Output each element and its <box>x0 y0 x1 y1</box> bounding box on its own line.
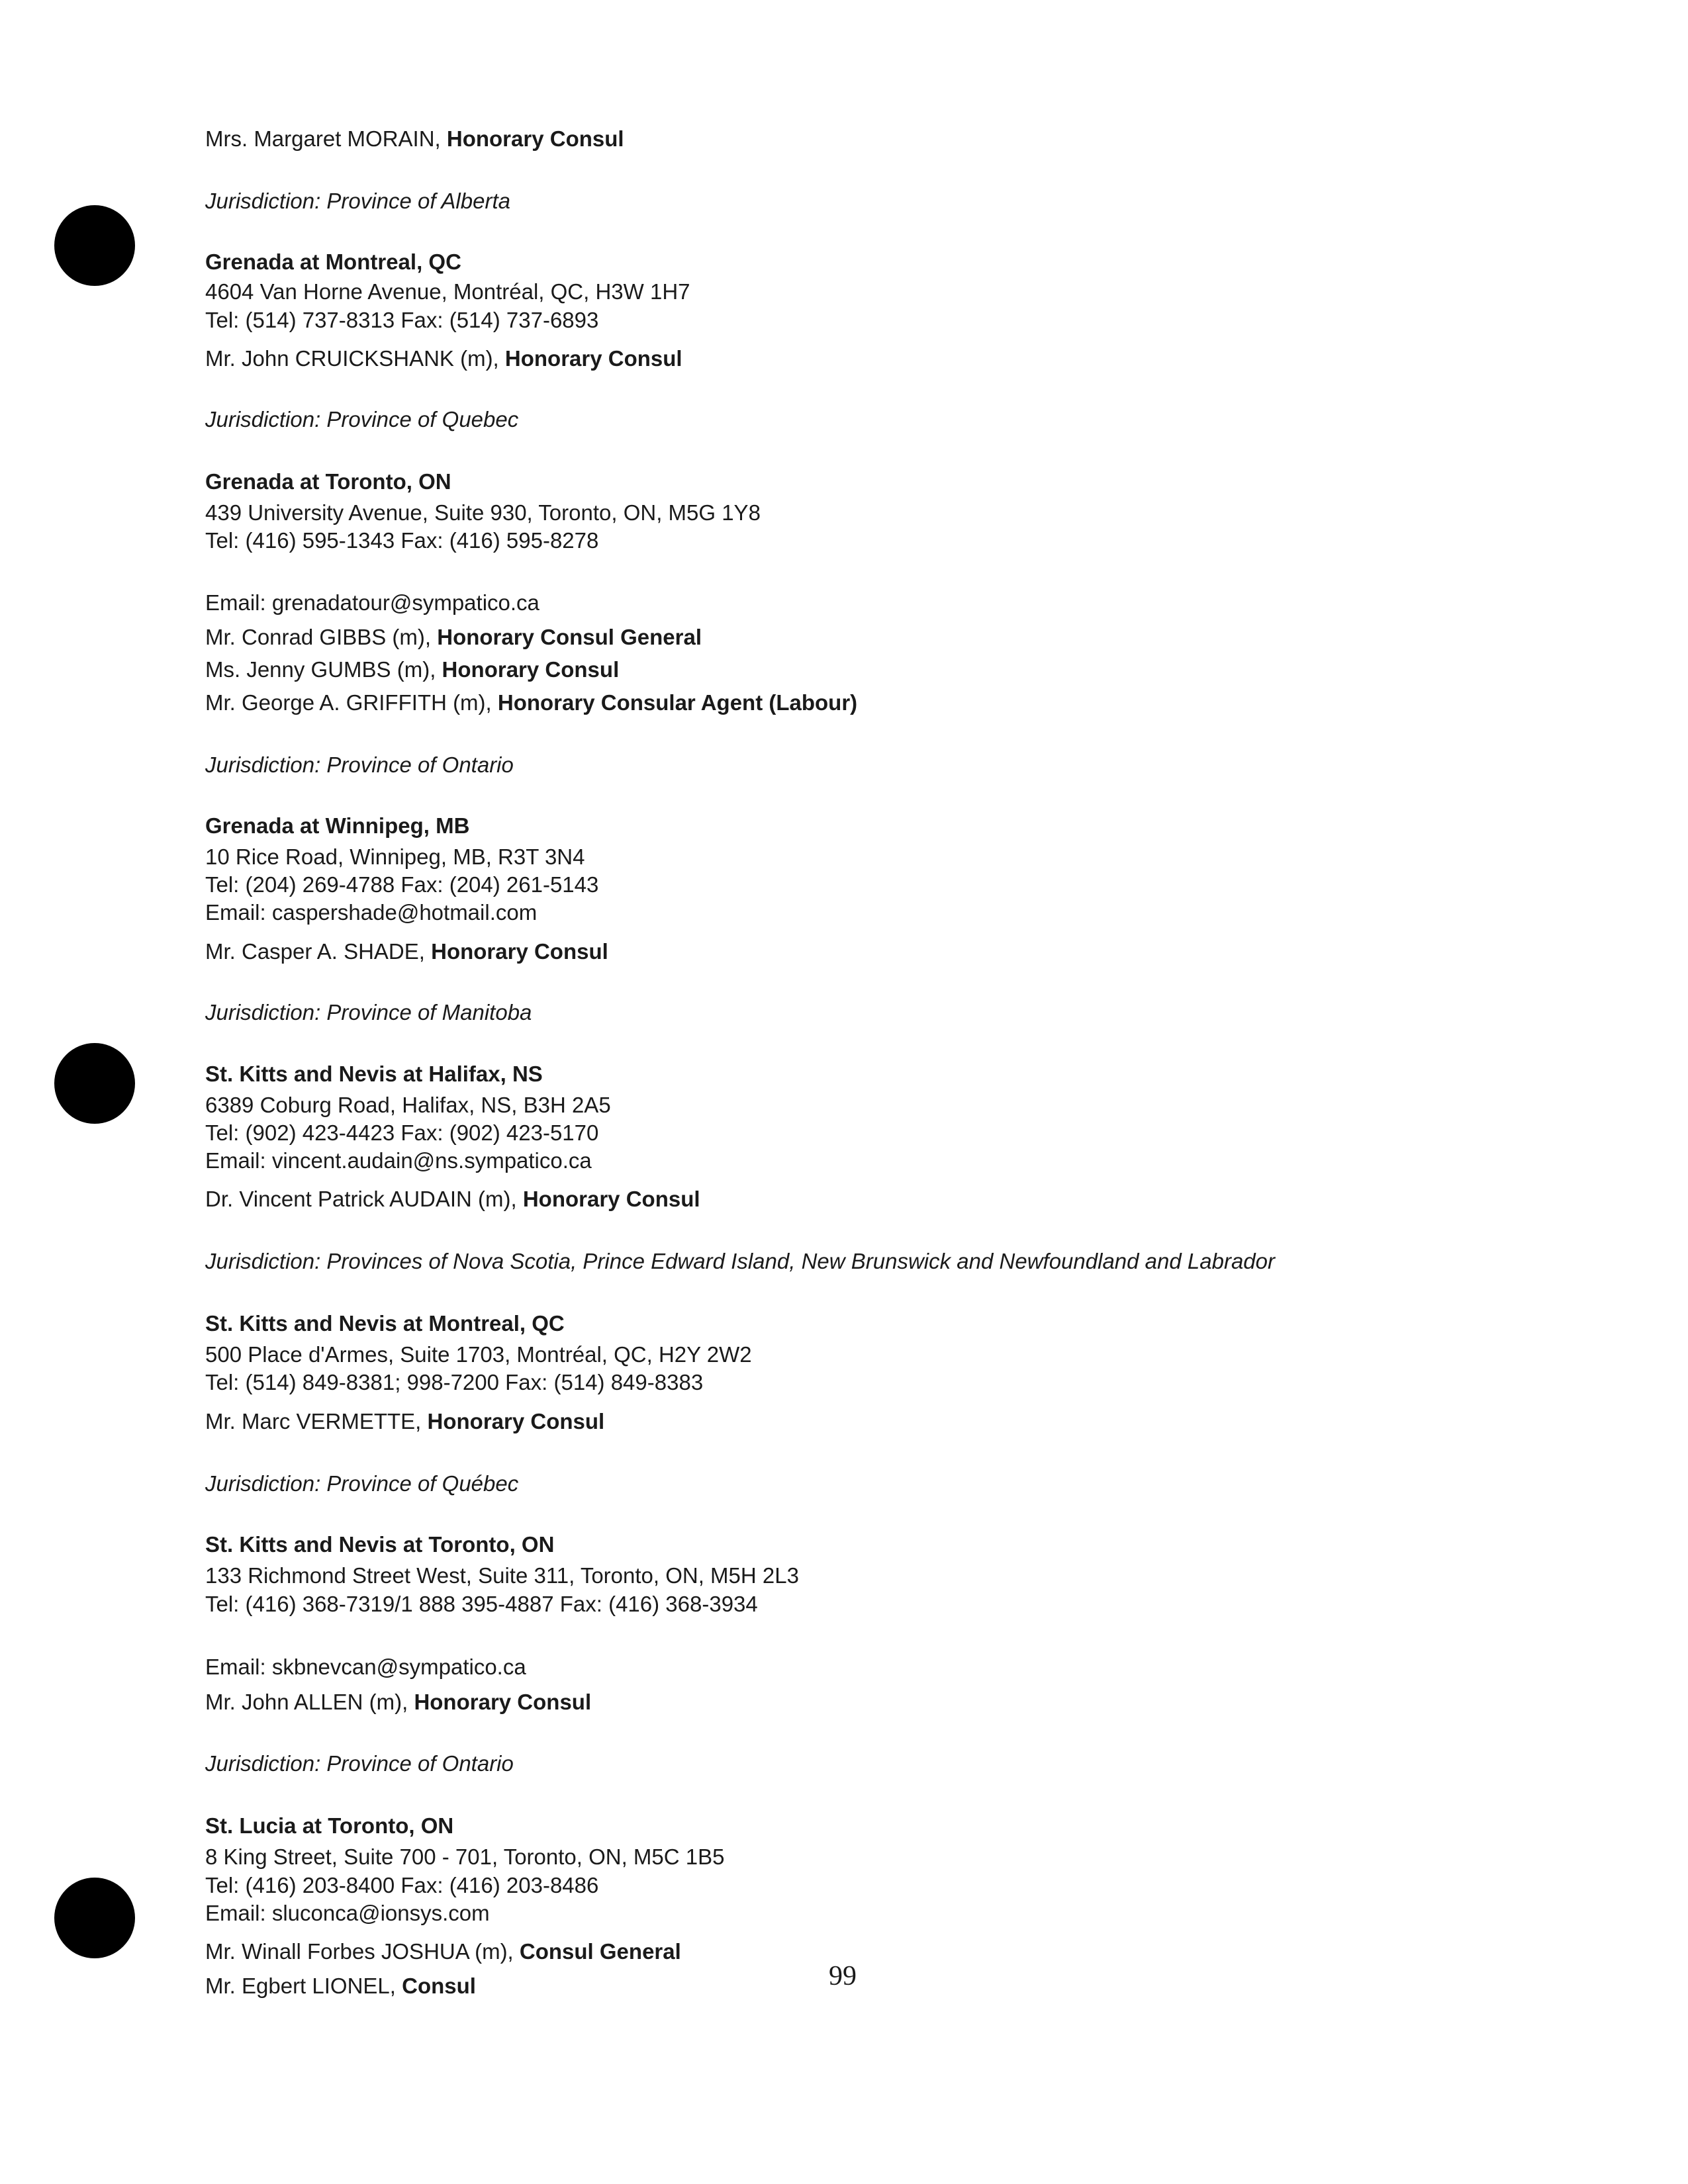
heading-grenada-winnipeg: Grenada at Winnipeg, MB <box>205 813 470 838</box>
phone-line: Tel: (416) 203-8400 Fax: (416) 203-8486 <box>205 1873 599 1897</box>
person-title: Honorary Consul <box>504 346 682 371</box>
phone-line: Tel: (204) 269-4788 Fax: (204) 261-5143 <box>205 872 599 897</box>
person-title: Honorary Consul <box>431 939 608 964</box>
person-line <box>205 126 624 152</box>
jurisdiction-ontario: Jurisdiction: Province of Ontario <box>205 1751 514 1776</box>
person-line <box>205 345 682 372</box>
jurisdiction-manitoba: Jurisdiction: Province of Manitoba <box>205 1000 532 1024</box>
person-title: Consul <box>402 1974 476 1998</box>
jurisdiction-ontario: Jurisdiction: Province of Ontario <box>205 752 514 777</box>
jurisdiction-alberta: Jurisdiction: Province of Alberta <box>205 189 510 213</box>
person-line <box>205 624 702 651</box>
person-name: Mr. Egbert LIONEL, <box>205 1974 402 1998</box>
jurisdiction-maritimes: Jurisdiction: Provinces of Nova Scotia, Prince Edward Island, New Brunswick and Newfoundland and Labrador <box>205 1249 1276 1273</box>
heading-grenada-montreal: Grenada at Montreal, QC <box>205 250 461 274</box>
person-name: Mr. Casper A. SHADE, <box>205 939 432 964</box>
email-line: Email: caspershade@hotmail.com <box>205 900 538 925</box>
person-name: Dr. Vincent Patrick AUDAIN (m), <box>205 1187 523 1211</box>
person-title: Honorary Consul General <box>437 625 702 649</box>
phone-line: Tel: (514) 737-8313 Fax: (514) 737-6893 <box>205 308 599 332</box>
person-name: Mr. John ALLEN (m), <box>205 1690 414 1714</box>
person-line <box>205 1938 681 1965</box>
phone-line: Tel: (416) 368-7319/1 888 395-4887 Fax: (416) 368-3934 <box>205 1592 758 1616</box>
punch-hole-top <box>54 205 135 286</box>
phone-line: Tel: (514) 849-8381; 998-7200 Fax: (514) 849-8383 <box>205 1370 704 1394</box>
person-line <box>205 1689 591 1715</box>
person-title: Honorary Consul <box>446 126 624 151</box>
punch-hole-bottom <box>54 1878 135 1958</box>
person-line <box>205 938 608 965</box>
address-line: 4604 Van Horne Avenue, Montréal, QC, H3W 1H7 <box>205 279 690 304</box>
person-title: Honorary Consular Agent (Labour) <box>497 690 858 715</box>
email-line: Email: vincent.audain@ns.sympatico.ca <box>205 1148 592 1173</box>
address-line: 8 King Street, Suite 700 - 701, Toronto, ON, M5C 1B5 <box>205 1844 725 1869</box>
address-line: 10 Rice Road, Winnipeg, MB, R3T 3N4 <box>205 844 585 869</box>
email-line: Email: grenadatour@sympatico.ca <box>205 590 539 615</box>
heading-stkitts-montreal: St. Kitts and Nevis at Montreal, QC <box>205 1311 565 1336</box>
jurisdiction-quebec: Jurisdiction: Province of Quebec <box>205 407 519 432</box>
person-name: Mr. Conrad GIBBS (m), <box>205 625 438 649</box>
person-line <box>205 1408 604 1435</box>
punch-hole-middle <box>54 1043 135 1124</box>
person-line <box>205 1186 700 1212</box>
person-title: Honorary Consul <box>442 657 620 682</box>
address-line: 6389 Coburg Road, Halifax, NS, B3H 2A5 <box>205 1093 611 1117</box>
person-title: Honorary Consul <box>414 1690 592 1714</box>
page-number: 99 <box>829 1961 857 1991</box>
person-name: Mr. Winall Forbes JOSHUA (m), <box>205 1939 520 1964</box>
heading-stkitts-toronto: St. Kitts and Nevis at Toronto, ON <box>205 1532 555 1557</box>
person-name: Ms. Jenny GUMBS (m), <box>205 657 442 682</box>
person-name: Mrs. Margaret MORAIN, <box>205 126 447 151</box>
heading-stlucia-toronto: St. Lucia at Toronto, ON <box>205 1813 454 1838</box>
address-line: 439 University Avenue, Suite 930, Toronto, ON, M5G 1Y8 <box>205 500 761 525</box>
address-line: 500 Place d'Armes, Suite 1703, Montréal, QC, H2Y 2W2 <box>205 1342 752 1367</box>
email-line: Email: skbnevcan@sympatico.ca <box>205 1655 526 1679</box>
person-title: Honorary Consul <box>427 1409 605 1433</box>
heading-grenada-toronto: Grenada at Toronto, ON <box>205 469 451 494</box>
address-line: 133 Richmond Street West, Suite 311, Toronto, ON, M5H 2L3 <box>205 1563 799 1588</box>
person-name: Mr. John CRUICKSHANK (m), <box>205 346 505 371</box>
heading-stkitts-halifax: St. Kitts and Nevis at Halifax, NS <box>205 1062 543 1086</box>
phone-line: Tel: (902) 423-4423 Fax: (902) 423-5170 <box>205 1120 599 1145</box>
person-name: Mr. Marc VERMETTE, <box>205 1409 428 1433</box>
phone-line: Tel: (416) 595-1343 Fax: (416) 595-8278 <box>205 528 599 553</box>
person-line <box>205 657 619 683</box>
person-line <box>205 690 857 716</box>
jurisdiction-quebec: Jurisdiction: Province of Québec <box>205 1471 519 1496</box>
person-name: Mr. George A. GRIFFITH (m), <box>205 690 498 715</box>
person-title: Honorary Consul <box>522 1187 700 1211</box>
person-title: Consul General <box>519 1939 681 1964</box>
email-line: Email: sluconca@ionsys.com <box>205 1901 490 1925</box>
person-line <box>205 1973 476 1999</box>
